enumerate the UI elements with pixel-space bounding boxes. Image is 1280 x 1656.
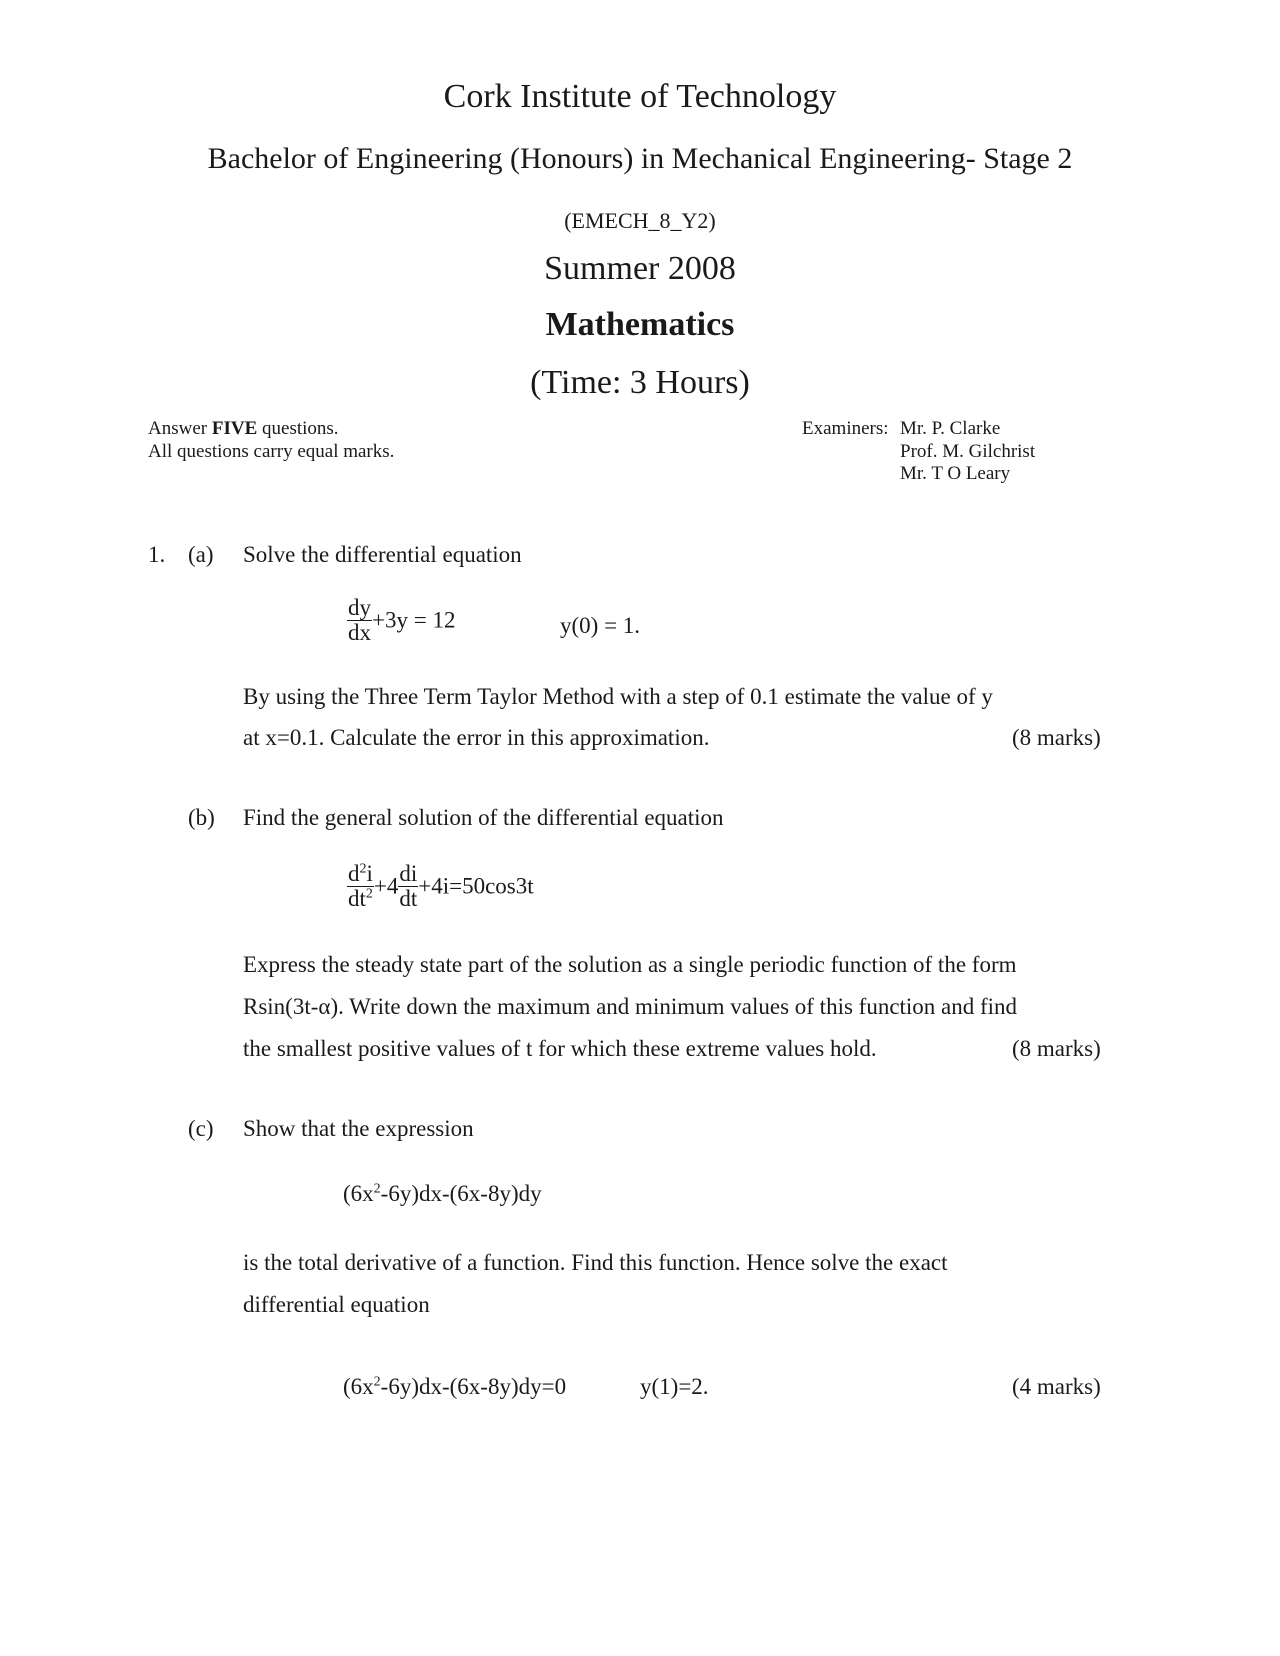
institution-title: Cork Institute of Technology [443, 78, 837, 115]
subject-title: Mathematics [545, 306, 735, 343]
dy-dx-fraction [347, 596, 372, 645]
exam-duration: (Time: 3 Hours) [530, 364, 750, 401]
num-exponent: 2 [359, 861, 367, 877]
part-a-equation [347, 596, 455, 645]
part-b-text-line: Express the steady state part of the solution as a single periodic function of the form [243, 952, 1017, 977]
part-c-text-line: is the total derivative of a function. Find this function. Hence solve the exact [243, 1250, 948, 1275]
part-c-text-line: differential equation [243, 1292, 430, 1317]
examiner-name: Prof. M. Gilchrist [900, 441, 1036, 462]
question-number: 1. [148, 542, 166, 567]
num-d: d [348, 861, 360, 886]
eq-pre: (6x [343, 1374, 374, 1399]
part-c-intro: Show that the expression [243, 1116, 474, 1141]
d2i-dt2-fraction [347, 862, 374, 911]
programme-code: (EMECH_8_Y2) [564, 208, 716, 233]
programme-title: Bachelor of Engineering (Honours) in Mechanical Engineering- Stage 2 [207, 142, 1073, 175]
num-i: i [366, 861, 373, 886]
part-a-marks: (8 marks) [1012, 725, 1101, 750]
part-a-label: (a) [188, 542, 214, 567]
part-c-marks: (4 marks) [1012, 1374, 1101, 1399]
part-b-text-line: Rsin(3t-α). Write down the maximum and minimum values of this function and find [243, 994, 1018, 1019]
answer-post: questions. [257, 418, 339, 439]
eq-post: -6y)dx-(6x-8y)dy=0 [380, 1374, 567, 1399]
marks-note: All questions carry equal marks. [148, 441, 395, 462]
expr-exponent: 2 [373, 1181, 381, 1197]
fraction-numerator: dy [348, 595, 371, 620]
fraction-numerator: di [399, 861, 418, 886]
answer-instruction [148, 418, 339, 440]
den-dt: dt [348, 886, 366, 912]
part-b-intro: Find the general solution of the differential equation [243, 805, 724, 830]
part-a-intro: Solve the differential equation [243, 542, 522, 567]
eq-exponent: 2 [373, 1374, 381, 1390]
part-c-equation [343, 1374, 566, 1400]
part-b-label: (b) [188, 805, 215, 830]
equation-rhs: +4i=50cos3t [418, 873, 534, 899]
di-dt-fraction [398, 862, 418, 911]
part-a-text-line: at x=0.1. Calculate the error in this approximation. [243, 725, 710, 750]
part-a-initial-condition: y(0) = 1. [560, 613, 641, 638]
fraction-numerator [347, 862, 374, 887]
examiner-name: Mr. T O Leary [900, 463, 1011, 484]
expr-pre: (6x [343, 1181, 374, 1206]
part-c-expression [343, 1181, 542, 1207]
fraction-denominator: dt [399, 886, 418, 912]
part-c-label: (c) [188, 1116, 214, 1141]
answer-count: FIVE [211, 418, 258, 439]
examiner-name: Mr. P. Clarke [900, 418, 1001, 439]
fraction-denominator: dx [348, 620, 371, 646]
equation-term: +4 [373, 873, 399, 899]
part-a-text-line: By using the Three Term Taylor Method with a step of 0.1 estimate the value of y [243, 684, 993, 709]
part-b-text-line: the smallest positive values of t for which these extreme values hold. [243, 1036, 877, 1061]
examiners-label: Examiners: [802, 418, 889, 439]
part-b-marks: (8 marks) [1012, 1036, 1101, 1061]
exam-term: Summer 2008 [544, 250, 736, 287]
fraction-denominator [347, 887, 374, 911]
equation-rhs: +3y = 12 [372, 607, 456, 633]
part-b-equation [347, 862, 534, 911]
answer-pre: Answer [148, 418, 212, 439]
den-exponent: 2 [365, 886, 373, 902]
part-c-initial-condition: y(1)=2. [640, 1374, 709, 1399]
expr-post: -6y)dx-(6x-8y)dy [380, 1181, 542, 1206]
